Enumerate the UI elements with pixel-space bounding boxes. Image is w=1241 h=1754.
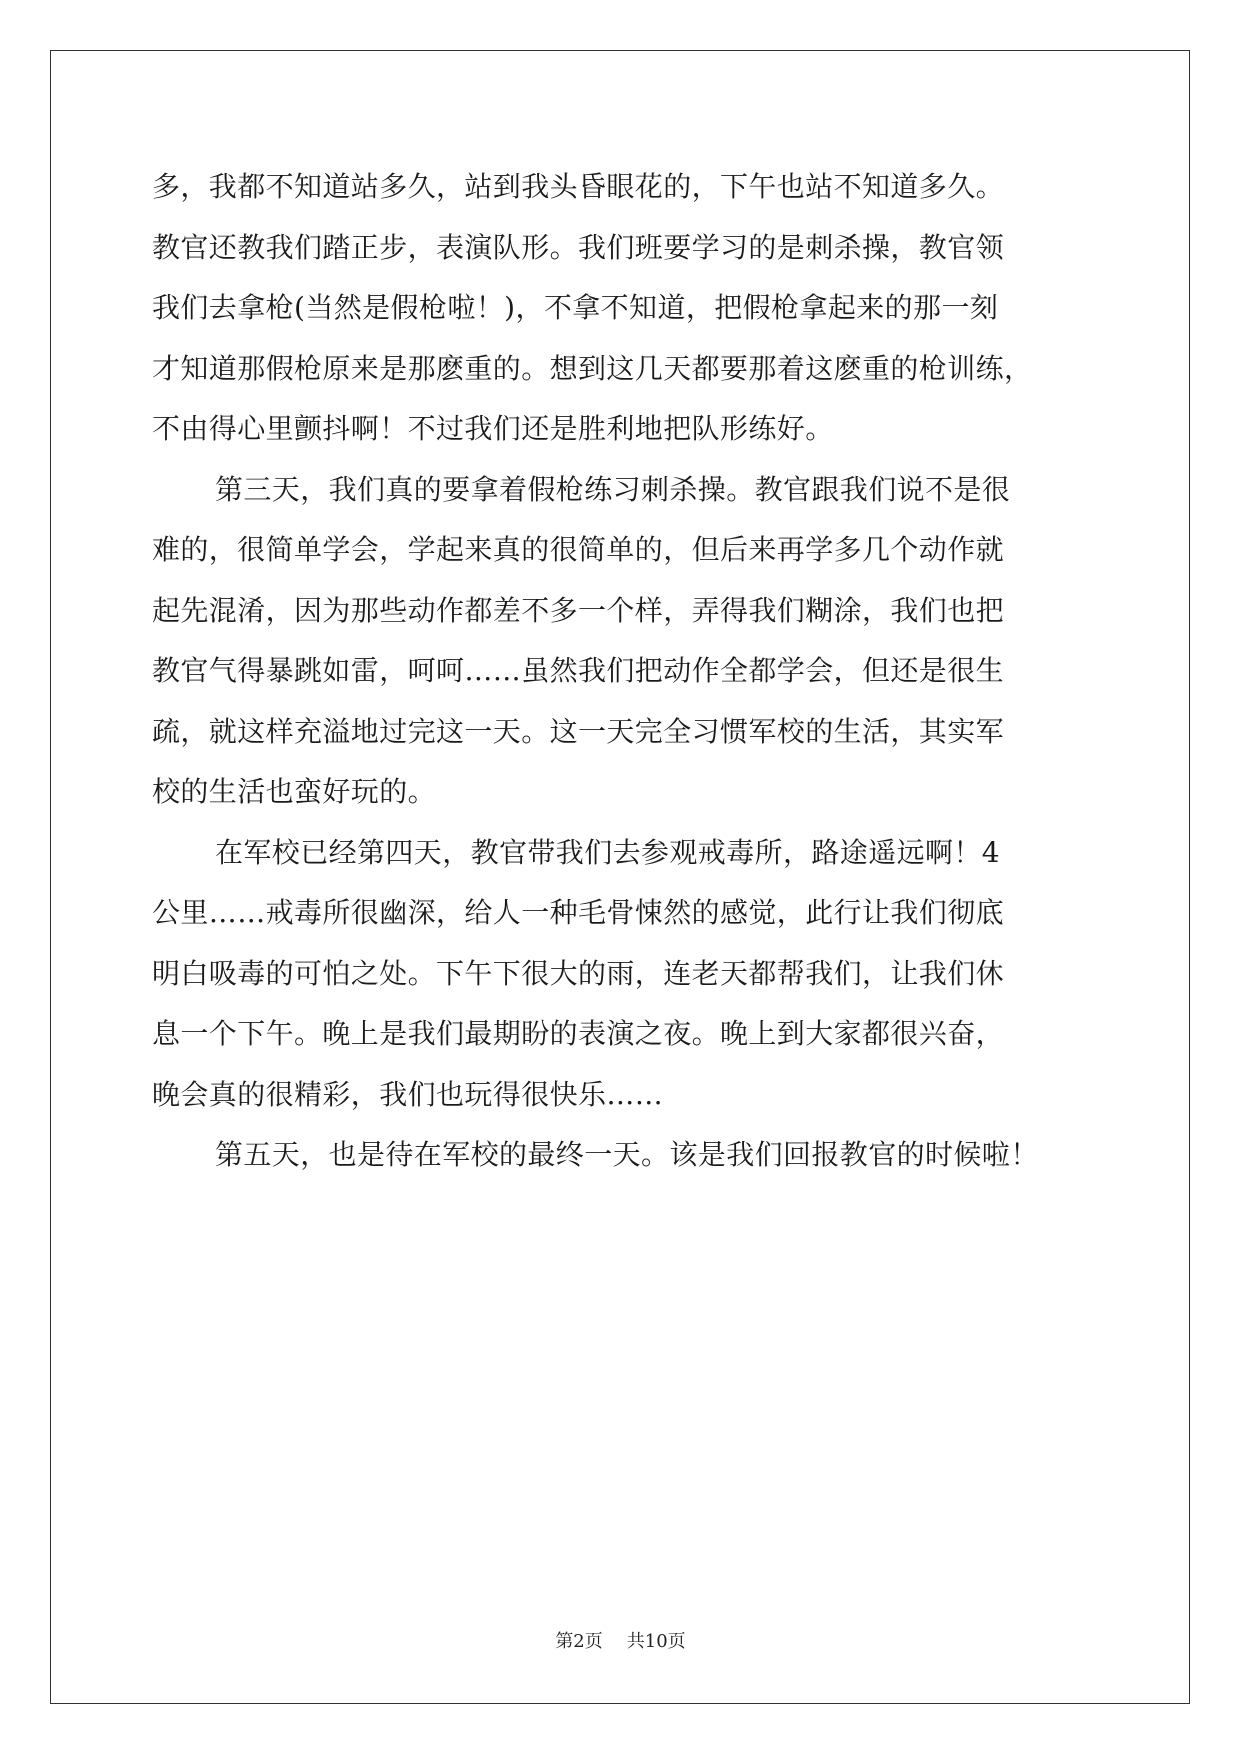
document-body <box>152 157 1108 1186</box>
text-line: 明白吸毒的可怕之处。下午下很大的雨，连老天都帮我们，让我们休 <box>152 956 1005 990</box>
paragraph-start-line: 第三天，我们真的要拿着假枪练习刺杀操。教官跟我们说不是很 <box>215 472 1011 506</box>
text-line: 公里……戒毒所很幽深，给人一种毛骨悚然的感觉，此行让我们彻底 <box>152 896 1005 929</box>
text-line: 多，我都不知道站多久，站到我头昏眼花的，下午也站不知道多久。 <box>152 170 1005 203</box>
text-line: 起先混淆，因为那些动作都差不多一个样，弄得我们糊涂，我们也把 <box>152 593 1005 627</box>
paragraph-start-line: 在军校已经第四天，教官带我们去参观戒毒所，路途遥远啊！4 <box>215 835 1001 869</box>
text-line: 校的生活也蛮好玩的。 <box>152 775 437 808</box>
text-line: 教官气得暴跳如雷，呵呵……虽然我们把动作全都学会，但还是很生 <box>152 654 1005 687</box>
text-line: 我们去拿枪(当然是假枪啦！)，不拿不知道，把假枪拿起来的那一刻 <box>152 291 999 324</box>
text-line: 晚会真的很精彩，我们也玩得很快乐…… <box>152 1077 664 1111</box>
text-line: 难的，很简单学会，学起来真的很简单的，但后来再学多几个动作就 <box>152 533 1005 566</box>
page-number-total: 共10页 <box>626 1631 686 1652</box>
text-line: 教官还教我们踏正步，表演队形。我们班要学习的是刺杀操，教官领 <box>152 230 1005 264</box>
text-line: 不由得心里颤抖啊！不过我们还是胜利地把队形练好。 <box>152 412 834 445</box>
text-line: 疏，就这样充溢地过完这一天。这一天完全习惯军校的生活，其实军 <box>152 714 1005 748</box>
page-footer <box>0 1627 1241 1653</box>
text-line: 才知道那假枪原来是那麽重的。想到这几天都要那着这麽重的枪训练， <box>152 351 1033 385</box>
paragraph-start-line: 第五天，也是待在军校的最终一天。该是我们回报教官的时候啦！ <box>215 1138 1039 1171</box>
text-line: 息一个下午。晚上是我们最期盼的表演之夜。晚上到大家都很兴奋， <box>152 1017 1005 1050</box>
page-number-current: 第2页 <box>555 1631 603 1652</box>
